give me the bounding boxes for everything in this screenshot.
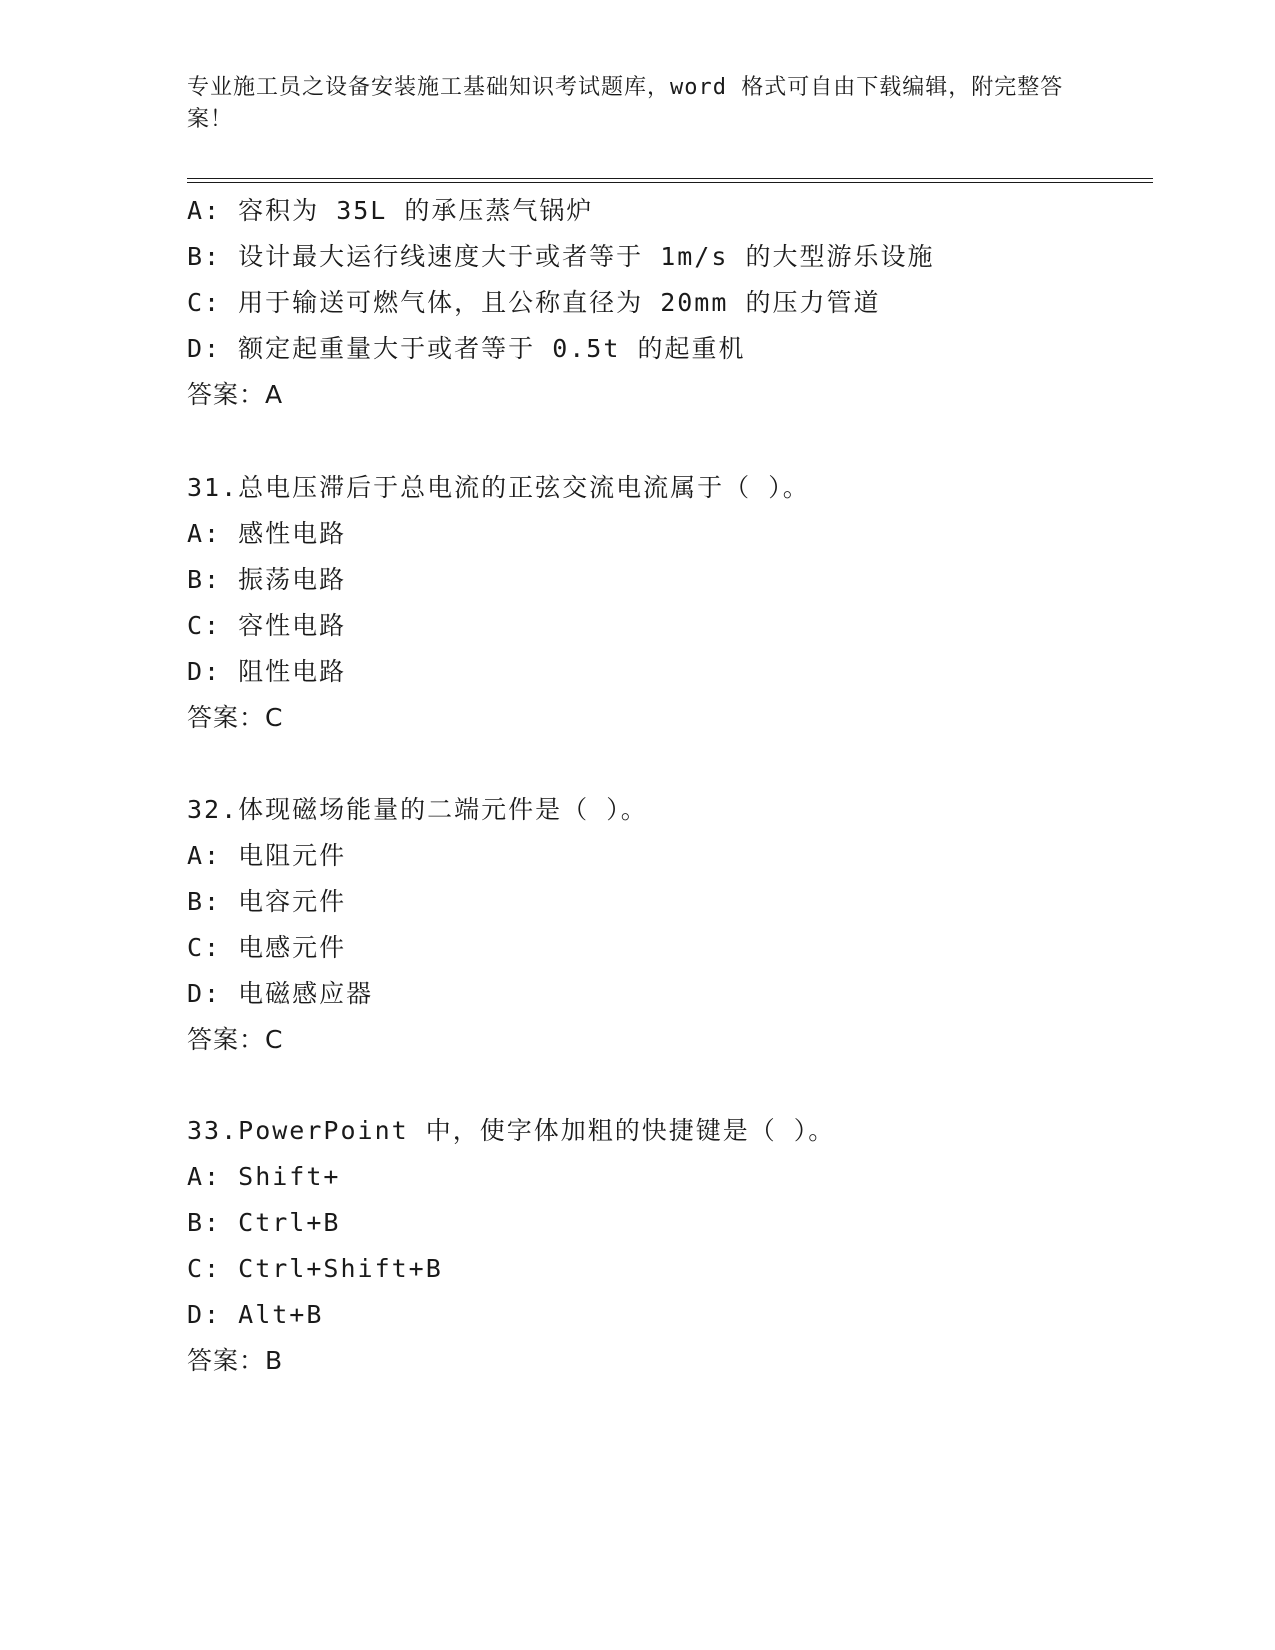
- option-d: D: 电磁感应器: [187, 979, 374, 1008]
- header-divider-bottom: [187, 182, 1153, 183]
- option-b: B: Ctrl+B: [187, 1208, 341, 1237]
- option-c: C: Ctrl+Shift+B: [187, 1254, 443, 1283]
- question-block-33: [187, 1108, 835, 1384]
- option-c: C: 用于输送可燃气体，且公称直径为 20mm 的压力管道: [187, 288, 881, 317]
- question-text: 31.总电压滞后于总电流的正弦交流电流属于（ ）。: [187, 473, 810, 502]
- option-d: D: Alt+B: [187, 1300, 324, 1329]
- option-b: B: 振荡电路: [187, 565, 347, 594]
- question-block-32: [187, 787, 648, 1063]
- answer: 答案：C: [187, 1025, 284, 1054]
- question-text: 32.体现磁场能量的二端元件是（ ）。: [187, 795, 648, 824]
- option-a: A: 容积为 35L 的承压蒸气锅炉: [187, 196, 594, 225]
- option-a: A: 电阻元件: [187, 841, 347, 870]
- option-d: D: 阻性电路: [187, 657, 347, 686]
- question-text: 33.PowerPoint 中，使字体加粗的快捷键是（ ）。: [187, 1116, 836, 1145]
- answer: 答案：A: [187, 380, 284, 409]
- option-d: D: 额定起重量大于或者等于 0.5t 的起重机: [187, 334, 746, 363]
- answer: 答案：B: [187, 1346, 284, 1375]
- option-a: A: Shift+: [187, 1162, 341, 1191]
- header-divider-top: [187, 178, 1153, 179]
- option-a: A: 感性电路: [187, 519, 347, 548]
- option-c: C: 容性电路: [187, 611, 347, 640]
- question-block-30: [187, 188, 934, 418]
- document-header: 专业施工员之设备安装施工基础知识考试题库，word 格式可自由下载编辑，附完整答案！: [187, 75, 1064, 132]
- answer: 答案：C: [187, 703, 284, 732]
- option-b: B: 设计最大运行线速度大于或者等于 1m/s 的大型游乐设施: [187, 242, 935, 271]
- option-c: C: 电感元件: [187, 933, 347, 962]
- question-block-31: [187, 465, 810, 741]
- option-b: B: 电容元件: [187, 887, 347, 916]
